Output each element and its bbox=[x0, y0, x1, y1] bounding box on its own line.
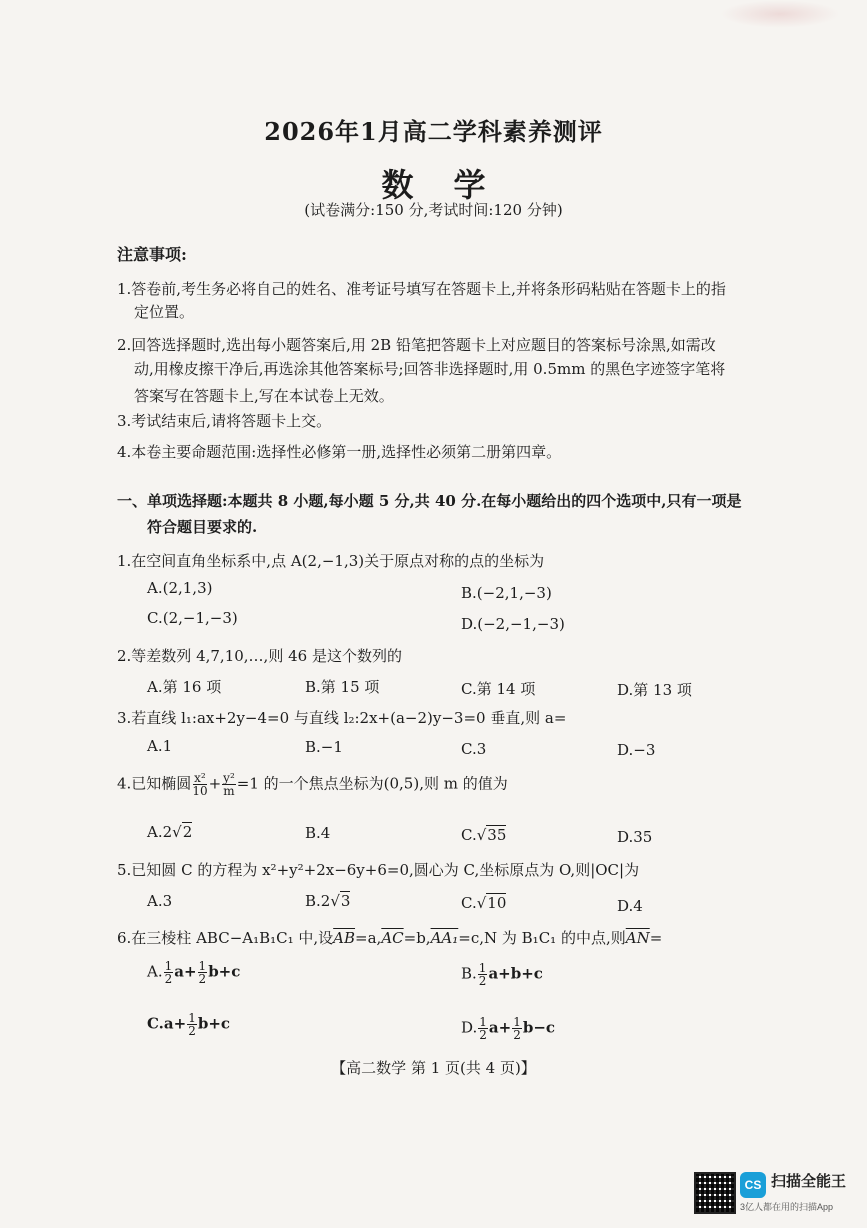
q6-d-mid: a+ bbox=[488, 1018, 512, 1037]
sqrt-sign: √ bbox=[172, 823, 182, 841]
vector-ac: $\overline{AC}$ bbox=[381, 929, 404, 947]
q6-a-pre: A. bbox=[147, 962, 163, 981]
q4-a-rad: 2 bbox=[182, 823, 193, 841]
exam-meta: (试卷满分:150 分,考试时间:120 分钟) bbox=[304, 201, 563, 219]
q4-option-b: B.4 bbox=[305, 824, 331, 842]
q3-option-b: B.−1 bbox=[305, 738, 343, 756]
note-line: 答案写在答题卡上,写在本试卷上无效。 bbox=[134, 387, 394, 405]
q1-option-c: C.(2,−1,−3) bbox=[147, 609, 238, 627]
scanner-tagline: 3亿人都在用的扫描App bbox=[740, 1202, 834, 1212]
sqrt-sign: √ bbox=[476, 894, 487, 912]
q1-option-a: A.(2,1,3) bbox=[147, 579, 213, 597]
q5-option-c bbox=[461, 894, 506, 912]
frac-num: 1 bbox=[478, 961, 487, 975]
q5-b-label: B.2 bbox=[305, 892, 331, 910]
q6-d-pre: D. bbox=[461, 1018, 478, 1037]
note-line: 2.回答选择题时,选出每小题答案后,用 2B 铅笔把答题卡上对应题目的答案标号涂黑,如需改 bbox=[117, 336, 716, 354]
q6-eq-a: =a, bbox=[355, 929, 382, 947]
note-line: 4.本卷主要命题范围:选择性必修第一册,选择性必须第二册第四章。 bbox=[117, 443, 562, 461]
q3-option-c: C.3 bbox=[461, 740, 487, 758]
q4-frac-den: 10 bbox=[192, 784, 208, 798]
q6-c-pre: C.a+ bbox=[147, 1014, 187, 1033]
note-line: 3.考试结束后,请将答题卡上交。 bbox=[117, 412, 332, 430]
vector-aa1: AA₁ bbox=[430, 929, 459, 947]
q6-b-post: a+b+c bbox=[488, 964, 543, 983]
sqrt-sign: √ bbox=[476, 826, 487, 844]
frac-num: 1 bbox=[164, 959, 173, 973]
q5-option-b bbox=[305, 892, 350, 910]
q6-eq-b: =b, bbox=[403, 929, 431, 947]
section-heading: 一、单项选择题:本题共 8 小题,每小题 5 分,共 40 分.在每小题给出的四个选项中,只有一项是 bbox=[117, 492, 742, 510]
half-fraction bbox=[478, 1016, 488, 1041]
notes-heading: 注意事项: bbox=[117, 245, 187, 264]
q4-option-a bbox=[147, 823, 192, 841]
q5-option-d: D.4 bbox=[617, 897, 643, 915]
frac-den: 2 bbox=[164, 972, 173, 986]
q6-d-post: b−c bbox=[522, 1018, 556, 1037]
half-fraction bbox=[198, 960, 208, 985]
qr-code-icon bbox=[694, 1172, 736, 1214]
vector-an: $\overline{AN}$ bbox=[625, 929, 650, 947]
frac-num: 1 bbox=[198, 959, 207, 973]
exam-title: 2026年1月高二学科素养测评 bbox=[264, 117, 603, 146]
q4-option-c bbox=[461, 826, 506, 844]
scan-stain bbox=[720, 0, 840, 28]
q3-option-a: A.1 bbox=[147, 737, 173, 755]
q4-plus: + bbox=[208, 774, 222, 793]
frac-den: 2 bbox=[478, 974, 487, 988]
q1-option-b: B.(−2,1,−3) bbox=[461, 584, 552, 602]
q6-option-d bbox=[461, 1016, 555, 1041]
frac-num: 1 bbox=[188, 1011, 196, 1025]
q4-stem-pre: 4.已知椭圆 bbox=[117, 774, 192, 793]
half-fraction bbox=[164, 960, 174, 985]
section-heading-cont: 符合题目要求的. bbox=[147, 518, 258, 536]
q4-option-d: D.35 bbox=[617, 828, 653, 846]
q5-option-a: A.3 bbox=[147, 892, 173, 910]
q5-b-rad: 3 bbox=[340, 892, 351, 910]
q4-stem-post: =1 的一个焦点坐标为(0,5),则 m 的值为 bbox=[236, 774, 508, 793]
q4-a-label: A.2 bbox=[147, 823, 173, 841]
q6-option-a bbox=[147, 960, 240, 985]
q2-option-b: B.第 15 项 bbox=[305, 678, 380, 696]
q4-c-rad: 35 bbox=[487, 826, 507, 844]
scanner-brand: 扫描全能王 bbox=[771, 1173, 847, 1190]
frac-num: 1 bbox=[513, 1015, 521, 1029]
q5-c-rad: 10 bbox=[487, 894, 507, 912]
q6-option-c bbox=[147, 1012, 230, 1037]
camscanner-logo-icon: CS bbox=[740, 1172, 766, 1198]
q6-a-post: b+c bbox=[208, 962, 241, 981]
note-line: 动,用橡皮擦干净后,再选涂其他答案标号;回答非选择题时,用 0.5mm 的黑色字迹签字笔将 bbox=[134, 360, 726, 378]
q4-frac-den: m bbox=[223, 784, 235, 798]
note-line: 定位置。 bbox=[134, 303, 195, 321]
q4-frac-num: y² bbox=[223, 771, 235, 785]
frac-num: 1 bbox=[479, 1015, 487, 1029]
q2-option-d: D.第 13 项 bbox=[617, 681, 692, 699]
q4-frac-num: x² bbox=[194, 771, 206, 785]
half-fraction bbox=[478, 962, 488, 987]
q6-option-b bbox=[461, 962, 543, 987]
page-footer: 【高二数学 第 1 页(共 4 页)】 bbox=[331, 1059, 536, 1077]
half-fraction bbox=[187, 1012, 197, 1037]
q2-option-a: A.第 16 项 bbox=[147, 678, 222, 696]
frac-den: 2 bbox=[479, 1028, 487, 1042]
q6-a-mid: a+ bbox=[174, 962, 197, 981]
vector-ab: $\overline{AB}$ bbox=[333, 929, 356, 947]
q4-c-label: C. bbox=[461, 826, 477, 844]
question-2-stem: 2.等差数列 4,7,10,…,则 46 是这个数列的 bbox=[117, 647, 402, 665]
q4-fraction-y bbox=[222, 772, 236, 797]
q6-c-post: b+c bbox=[197, 1014, 231, 1033]
frac-den: 2 bbox=[513, 1028, 521, 1042]
half-fraction bbox=[512, 1016, 522, 1041]
question-1-stem: 1.在空间直角坐标系中,点 A(2,−1,3)关于原点对称的点的坐标为 bbox=[117, 552, 545, 570]
sqrt-sign: √ bbox=[330, 892, 340, 910]
q2-option-c: C.第 14 项 bbox=[461, 680, 536, 698]
note-line: 1.答卷前,考生务必将自己的姓名、准考证号填写在答题卡上,并将条形码粘贴在答题卡上的指 bbox=[117, 280, 726, 298]
question-4-stem bbox=[117, 772, 508, 797]
q4-fraction-x bbox=[192, 772, 207, 797]
q3-option-d: D.−3 bbox=[617, 741, 656, 759]
question-3-stem: 3.若直线 l₁:ax+2y−4=0 与直线 l₂:2x+(a−2)y−3=0 垂直,则 a= bbox=[117, 709, 567, 727]
frac-den: 2 bbox=[188, 1024, 196, 1038]
exam-subject: 数学 bbox=[381, 166, 526, 204]
q6-stem-a: 6.在三棱柱 ABC−A₁B₁C₁ 中,设 bbox=[117, 929, 334, 947]
q1-option-d: D.(−2,−1,−3) bbox=[461, 615, 565, 633]
q6-b-pre: B. bbox=[461, 964, 477, 983]
q6-eq-c: =c,N 为 B₁C₁ 的中点,则 bbox=[458, 929, 626, 947]
frac-den: 2 bbox=[198, 972, 207, 986]
q6-eq-end: = bbox=[649, 929, 663, 947]
question-5-stem: 5.已知圆 C 的方程为 x²+y²+2x−6y+6=0,圆心为 C,坐标原点为 O,则|OC|为 bbox=[117, 861, 640, 879]
q5-c-label: C. bbox=[461, 894, 477, 912]
question-6-stem bbox=[117, 927, 662, 948]
